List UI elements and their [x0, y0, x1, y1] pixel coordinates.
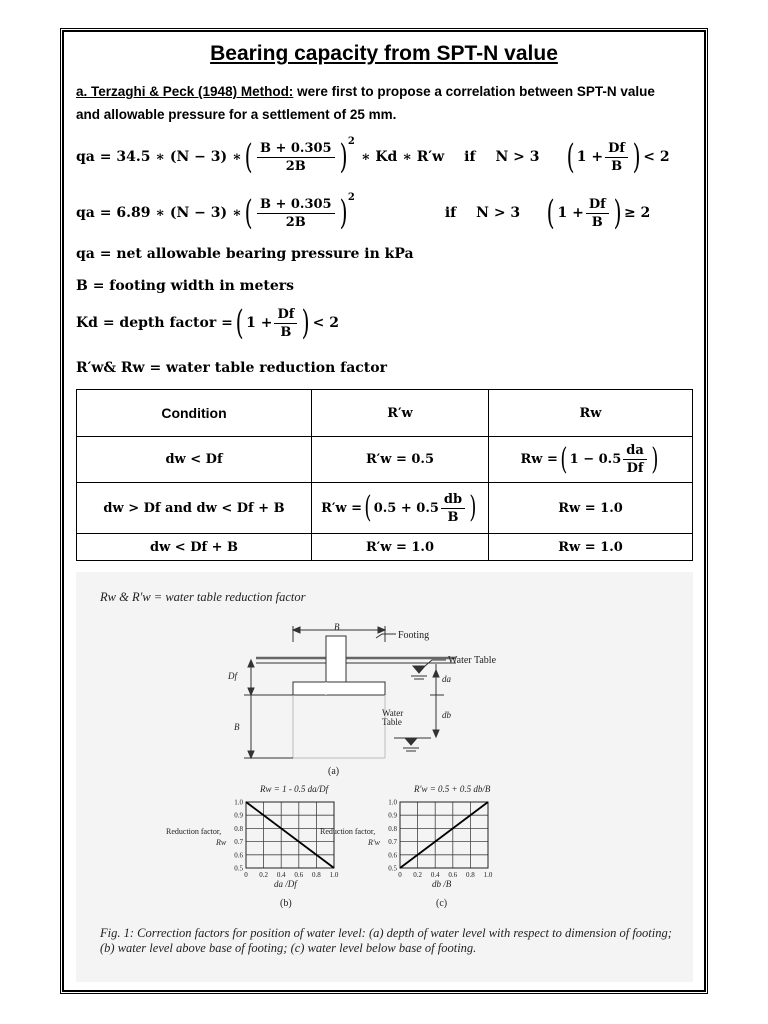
x-tick-label: 0.6	[294, 871, 304, 879]
label-table: Table	[382, 717, 402, 727]
eq1-tail: ∗ Kd ∗ R′w	[360, 149, 445, 165]
chart-c-ylabel-1: Reduction factor,	[320, 827, 376, 836]
x-tick-label: 1.0	[483, 871, 493, 879]
chart-c-ylabel-2: R′w	[368, 838, 380, 847]
table-cell-rw: Rw = 1.0	[489, 534, 693, 561]
table-row	[77, 534, 693, 561]
definition-kd: Kd = depth factor = ( 1 + $\frac{Df}{B}$ ) < 2	[76, 303, 339, 343]
eq2-lhs: qa = 6.89 ∗ (N − 3) ∗	[76, 205, 242, 221]
y-tick-label: 0.7	[234, 838, 243, 847]
y-tick-label: 0.6	[388, 851, 397, 860]
table-cell-rpw: R′w = 1.0	[312, 534, 489, 561]
footing-diagram	[244, 626, 456, 758]
x-tick-label: 0.8	[466, 871, 475, 879]
y-tick-label: 0.5	[388, 864, 397, 873]
label-water: Water	[382, 708, 404, 718]
x-tick-label: 1.0	[329, 871, 339, 879]
label-water-table: Water Table	[448, 655, 497, 666]
reduction-factor-line	[400, 802, 488, 868]
eq2-fraction: $\frac{B + 0.305}{2B}$	[257, 197, 335, 230]
table-header-row	[77, 390, 693, 437]
y-tick-label: 0.8	[388, 824, 397, 833]
x-tick-label: 0.6	[448, 871, 458, 879]
chart-b-caption: (b)	[280, 898, 292, 909]
table-header-condition: Condition	[77, 390, 312, 437]
x-tick-label: 0.4	[276, 871, 286, 879]
figure-caption: Fig. 1: Correction factors for position of water level: (a) depth of water level with respect to dimension of footing; (b) water level above base of footing; (c) water level below base of footing.	[100, 926, 672, 955]
figure-title: Rw & R′w = water table reduction factor	[100, 590, 306, 604]
y-tick-label: 1.0	[388, 798, 397, 807]
table-cell-condition: dw < Df + B	[77, 534, 312, 561]
definition-qa: qa = net allowable bearing pressure in kPa	[76, 246, 414, 262]
definition-rw: R′w& Rw = water table reduction factor	[76, 360, 387, 376]
method-heading: a. Terzaghi & Peck (1948) Method:	[76, 84, 294, 99]
x-tick-label: 0	[398, 871, 402, 879]
chart-c-caption: (c)	[436, 898, 448, 909]
eq1-lhs: qa = 34.5 ∗ (N − 3) ∗	[76, 149, 242, 165]
table-header-rpw: R′w	[312, 390, 489, 437]
table-cell-rpw: R′w = ( 0.5 + 0.5 $\frac{db}{B}$ )	[312, 483, 489, 534]
intro-text: were first to propose a correlation between SPT-N value and allowable pressure for a settlement of 25 mm.	[76, 84, 655, 122]
y-tick-label: 1.0	[234, 798, 243, 807]
table-cell-rw: Rw = ( 1 − 0.5 $\frac{da}{Df}$ )	[489, 437, 693, 483]
eq1-fraction: $\frac{B + 0.305}{2B}$	[257, 141, 335, 174]
chart-c-title: R′w = 0.5 + 0.5 db/B	[414, 784, 491, 794]
figure-drawing	[76, 572, 693, 982]
table-cell-condition: dw < Df	[77, 437, 312, 483]
x-tick-label: 0.2	[259, 871, 268, 879]
y-tick-label: 0.8	[234, 824, 243, 833]
table-row	[77, 437, 693, 483]
y-tick-label: 0.9	[388, 811, 397, 820]
chart-b-xlabel: da /Df	[274, 879, 297, 889]
figure-panel	[76, 572, 693, 982]
y-tick-label: 0.7	[388, 838, 397, 847]
page-title: Bearing capacity from SPT-N value	[210, 42, 558, 65]
intro-paragraph	[76, 80, 676, 126]
water-table-condition-table	[76, 389, 693, 561]
chart-c-xlabel: db /B	[432, 879, 452, 889]
definition-b: B = footing width in meters	[76, 278, 295, 294]
chart-b-title: Rw = 1 - 0.5 da/Df	[260, 784, 329, 794]
y-tick-label: 0.5	[234, 864, 243, 873]
label-df: Df	[228, 671, 237, 681]
chart-c	[388, 799, 493, 880]
table-header-rw: Rw	[489, 390, 693, 437]
x-tick-label: 0	[244, 871, 248, 879]
label-b-top: B	[334, 622, 340, 632]
x-tick-label: 0.8	[312, 871, 321, 879]
table-cell-condition: dw > Df and dw < Df + B	[77, 483, 312, 534]
label-da: da	[442, 674, 451, 684]
x-tick-label: 0.2	[413, 871, 422, 879]
chart-b-ylabel-1: Reduction factor,	[166, 827, 222, 836]
table-cell-rpw: R′w = 0.5	[312, 437, 489, 483]
y-tick-label: 0.6	[234, 851, 243, 860]
table-row	[77, 483, 693, 534]
table-cell-rw: Rw = 1.0	[489, 483, 693, 534]
label-footing: Footing	[398, 630, 430, 641]
y-tick-label: 0.9	[234, 811, 243, 820]
label-a: (a)	[328, 766, 340, 777]
label-db: db	[442, 710, 451, 720]
equation-qa-2: qa = 6.89 ∗ (N − 3) ∗ ( $\frac{B + 0.305}{2B}$ ) 2 if N > 3 ( 1 + $\frac{Df}{B}$ ) ≥ 2	[76, 191, 651, 233]
x-tick-label: 0.4	[430, 871, 440, 879]
chart-b	[234, 799, 339, 880]
label-b-depth: B	[234, 722, 240, 732]
chart-b-ylabel-2: Rw	[216, 838, 227, 847]
equation-qa-1: qa = 34.5 ∗ (N − 3) ∗ ( $\frac{B + 0.305}{2B}$ ) 2 ∗ Kd ∗ R′w if N > 3 ( 1 + $\frac{Df}{B}$ ) < 2	[76, 135, 670, 177]
